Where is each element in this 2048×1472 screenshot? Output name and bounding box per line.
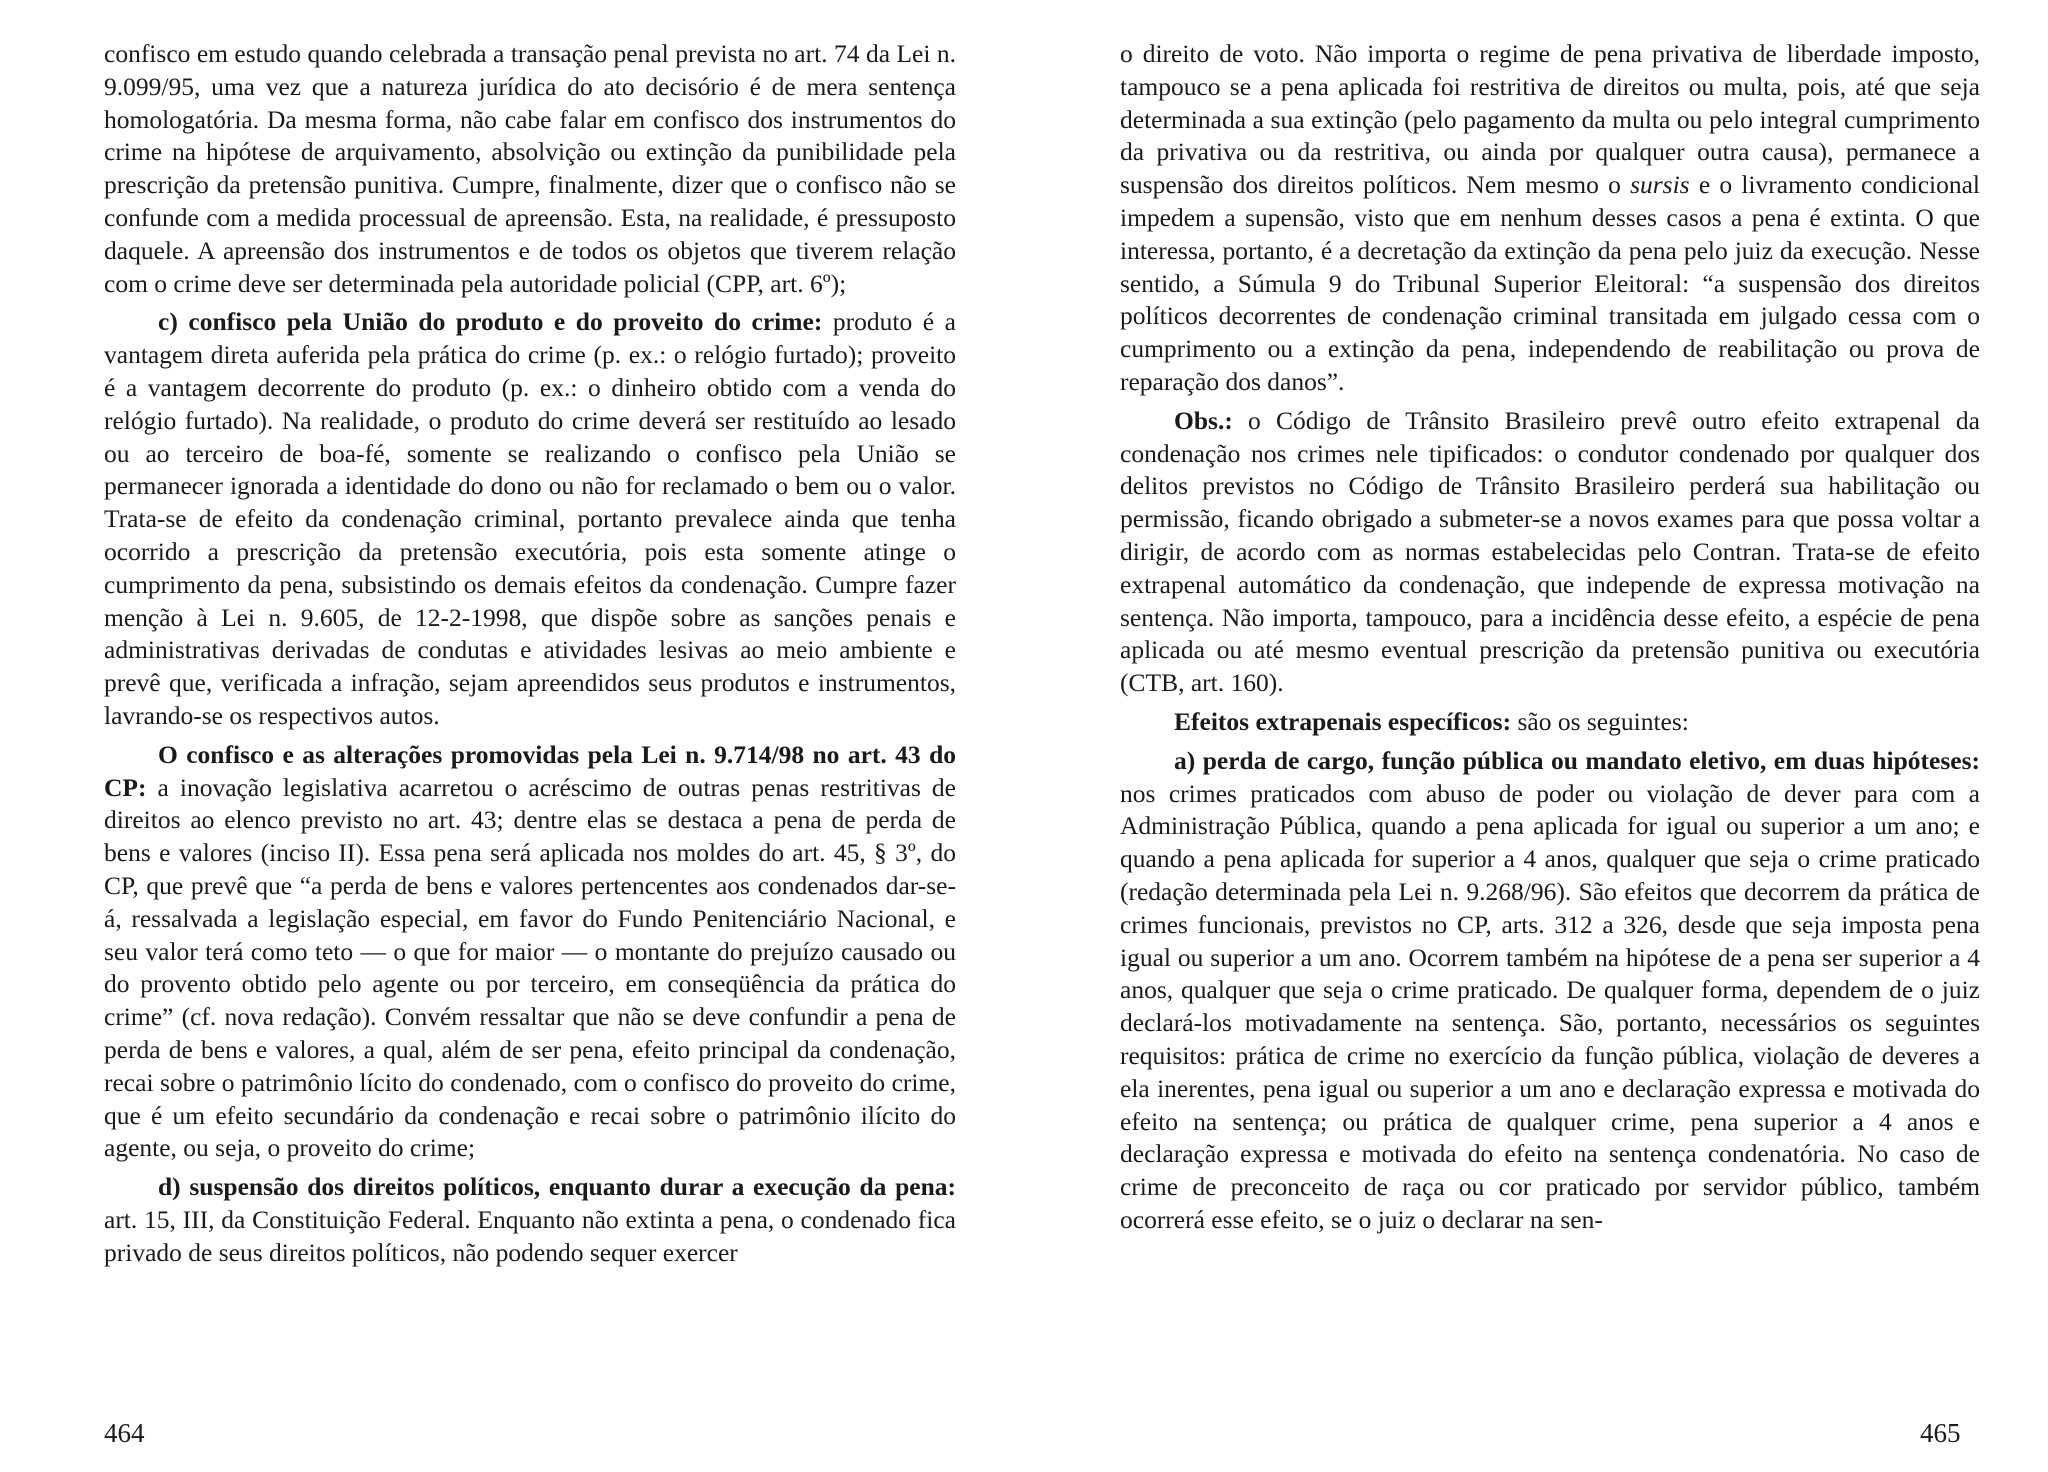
paragraph <box>1120 706 1980 739</box>
paragraph-text: confisco em estudo quando celebrada a transação penal prevista no art. 74 da Lei n. 9.099/95, uma vez que a natureza jurídica do ato decisório é de mera sentença homologatória. Da mesma forma, não cabe falar em confisco dos instrumentos do crime na hipótese de arquivamento, absolvição ou extinção da punibilidade pela prescrição da pretensão punitiva. Cumpre, finalmente, dizer que o confisco não se confunde com a medida processual de apreensão. Esta, na realidade, é pressuposto daquele. A apreensão dos instrumentos e de todos os objetos que tiverem relação com o crime deve ser determinada pela autoridade policial (CPP, art. 6º); <box>104 39 956 298</box>
paragraph-text: são os seguintes: <box>1511 706 1689 736</box>
paragraph-text: o direito de voto. Não importa o regime de pena privativa de liberdade imposto, tampouco se a pena aplicada foi restritiva de direitos ou multa, pois, até que seja determinada a sua extinção (pelo pagamento da multa ou pelo integral cumprimento da privativa ou da restritiva, ou ainda por qualquer outra causa), permanece a suspensão dos direitos políticos. Nem mesmo o <box>1120 39 1980 200</box>
paragraph <box>1120 745 1980 1237</box>
paragraph-text: a inovação legislativa acarretou o acréscimo de outras penas restritivas de direitos ao elenco previsto no art. 43; dentre elas se destaca a pena de perda de bens e valores (inciso II). Essa pena será aplicada nos moldes do art. 45, § 3º, do CP, que prevê que “a perda de bens e valores pertencentes aos condenados dar-se-á, ressalvada a legislação especial, em favor do Fundo Penitenciário Nacional, e seu valor terá como teto — o que for maior — o montante do prejuízo causado ou do provento obtido pelo agente ou por terceiro, em conseqüência da prática do crime” (cf. nova redação). Convém ressaltar que não se deve confundir a pena de perda de bens e valores, a qual, além de ser pena, efeito principal da condenação, recai sobre o patrimônio lícito do condenado, com o confisco do proveito do crime, que é um efeito secundário da condenação e recai sobre o patrimônio ilícito do agente, ou seja, o proveito do crime; <box>104 772 956 1163</box>
page-number-right: 465 <box>1920 1418 1961 1448</box>
italic-term: sursis <box>1630 170 1690 200</box>
paragraph-text: produto é a vantagem direta auferida pela prática do crime (p. ex.: o relógio furtado); proveito é a vantagem decorrente do produto (p. ex.: o dinheiro obtido com a venda do relógio furtado). Na realidade, o produto do crime deverá ser restituído ao lesado ou ao terceiro de boa-fé, somente se realizando o confisco pela União se permanecer ignorada a identidade do dono ou não for reclamado o bem ou o valor. Trata-se de efeito da condenação criminal, portanto prevalece ainda que tenha ocorrido a prescrição da pretensão executória, pois esta somente atinge o cumprimento da pena, subsistindo os demais efeitos da condenação. Cumpre fazer menção à Lei n. 9.605, de 12-2-1998, que dispõe sobre as sanções penais e administrativas derivadas de condutas e atividades lesivas ao meio ambiente e prevê que, verificada a infração, sejam apreendidos seus produtos e instrumentos, lavrando-se os respectivos autos. <box>104 307 957 730</box>
paragraph-text: nos crimes praticados com abuso de poder ou violação de dever para com a Administração Pública, quando a pena aplicada for igual ou superior a um ano; e quando a pena aplicada for superior a 4 anos, qualquer que seja o crime praticado (redação determinada pela Lei n. 9.268/96). São efeitos que decorrem da prática de crimes funcionais, previstos no CP, arts. 312 a 326, desde que seja imposta pena igual ou superior a um ano. Ocorrem também na hipótese de a pena ser superior a 4 anos, qualquer que seja o crime praticado. De qualquer forma, dependem de o juiz declará-los motivadamente na sentença. São, portanto, necessários os seguintes requisitos: prática de crime no exercício da função pública, violação de deveres a ela inerentes, pena igual ou superior a um ano e declaração expressa e motivada do efeito na sentença; ou prática de qualquer crime, pena superior a 4 anos e declaração expressa e motivada do efeito na sentença condenatória. No caso de crime de preconceito de raça ou cor praticado por servidor público, também ocorrerá esse efeito, se o juiz o declarar na sen- <box>1120 778 1980 1234</box>
paragraph-heading: O confisco e as alterações promovidas pela Lei n. 9.714/98 no art. 43 do CP: <box>104 739 956 802</box>
paragraph-heading: Efeitos extrapenais específicos: <box>1174 706 1512 736</box>
paragraph <box>1120 405 1980 700</box>
paragraph <box>1120 38 1980 399</box>
page-number-left: 464 <box>104 1418 145 1448</box>
paragraph-heading: Obs.: <box>1174 405 1233 435</box>
paragraph-heading: c) confisco pela União do produto e do proveito do crime: <box>158 307 823 337</box>
paragraph <box>104 38 956 300</box>
right-page <box>1120 38 1980 1243</box>
left-page <box>104 38 956 1275</box>
paragraph <box>104 1171 956 1269</box>
paragraph <box>104 306 956 732</box>
paragraph <box>104 739 956 1165</box>
paragraph-heading: a) perda de cargo, função pública ou mandato eletivo, em duas hipóteses: <box>1174 745 1980 775</box>
paragraph-text: o Código de Trânsito Brasileiro prevê outro efeito extrapenal da condenação nos crimes nele tipificados: o condutor condenado por qualquer dos delitos previstos no Código de Trânsito Brasileiro perderá sua habilitação ou permissão, ficando obrigado a submeter-se a novos exames para que possa voltar a dirigir, de acordo com as normas estabelecidas pelo Contran. Trata-se de efeito extrapenal automático da condenação, que independe de expressa motivação na sentença. Não importa, tampouco, para a incidência desse efeito, a espécie de pena aplicada ou até mesmo eventual prescrição da pretensão punitiva ou executória (CTB, art. 160). <box>1120 405 1980 698</box>
paragraph-text: art. 15, III, da Constituição Federal. Enquanto não extinta a pena, o condenado fica privado de seus direitos políticos, não podendo sequer exercer <box>104 1204 956 1267</box>
paragraph-text: e o livramento condicional impedem a supensão, visto que em nenhum desses casos a pena é extinta. O que interessa, portanto, é a decretação da extinção da pena pelo juiz da execução. Nesse sentido, a Súmula 9 do Tribunal Superior Eleitoral: “a suspensão dos direitos políticos decorrentes de condenação criminal transitada em julgado cessa com o cumprimento ou a extinção da pena, independendo de reabilitação ou prova de reparação dos danos”. <box>1120 170 1980 396</box>
paragraph-heading: d) suspensão dos direitos políticos, enquanto durar a execução da pena: <box>158 1172 956 1202</box>
